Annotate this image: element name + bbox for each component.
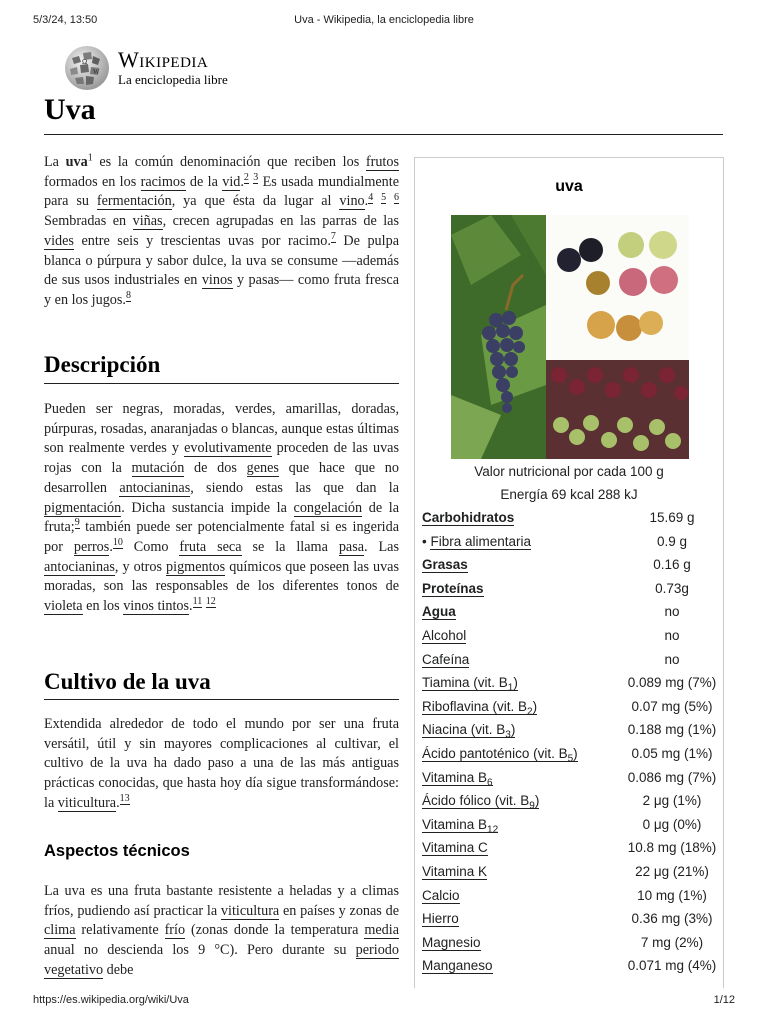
nutrient-value: 0.188 mg (1%) [627, 722, 717, 738]
nutrient-label[interactable]: Grasas [422, 557, 468, 573]
print-page-number: 1/12 [713, 994, 735, 1006]
print-datetime: 5/3/24, 13:50 [33, 14, 98, 26]
nutrition-row [422, 746, 718, 769]
nutrition-row [422, 581, 718, 604]
wikipedia-globe-logo[interactable] [62, 44, 112, 92]
descripcion-paragraph: Pueden ser negras, moradas, verdes, amarillas, doradas, púrpuras, rosadas, anaranjadas o blancas, aunque estas últimas son realmente verdes y evolutivamente proceden de las uvas rojas con la mutación de dos genes que hace que no desarrollen antocianinas, siendo estas las que dan la pigmentación. Dicha sustancia impide la congelación de la fruta;$^9$ también puede ser potencialmente fatal si es ingerida por perros.$^{10}$ Como fruta seca se la llama pasa. Las antocianinas, y otros pigmentos químicos que poseen las uvas moradas, son las responsables de los diferentes tonos de violeta en los vinos tintos.$^{11}$ $^{12}$ [44, 401, 400, 615]
print-url: https://es.wikipedia.org/wiki/Uva [33, 994, 189, 1006]
nutrient-value: 22 μg (21%) [635, 864, 709, 879]
nutrition-row [422, 793, 718, 816]
nutrient-label[interactable]: Magnesio [422, 934, 481, 950]
nutrient-label[interactable]: Hierro [422, 911, 459, 927]
nutrition-row [422, 958, 718, 981]
nutrient-value: 2 μg (1%) [642, 793, 702, 809]
site-tagline: La enciclopedia libre [118, 72, 228, 87]
nutrient-value: no [664, 628, 680, 643]
nutrient-label[interactable]: Carbohidratos [422, 510, 515, 525]
nutrient-label[interactable]: Tiamina (vit. $B_1$) [422, 675, 518, 694]
svg-text:Ω: Ω [82, 58, 88, 66]
nutrient-value: 0.089 mg (7%) [627, 675, 717, 691]
nutrient-value: 7 mg (2%) [640, 934, 704, 950]
nutrient-label[interactable]: Ácido pantoténico (vit. $B_5$) [422, 746, 578, 765]
nutrient-value: 10 mg (1%) [637, 887, 707, 903]
energy-value: Energía 69 kcal 288 kJ [500, 487, 638, 502]
nutrient-label[interactable]: Proteínas [422, 580, 484, 596]
nutrient-value: no [664, 604, 680, 620]
nutrition-row [422, 840, 718, 863]
grape-photo-collage[interactable] [451, 215, 689, 459]
nutrient-label[interactable]: Vitamina $B_{12}$ [422, 816, 499, 836]
nutrition-row [422, 935, 718, 958]
nutrient-value: 0.73g [655, 580, 689, 596]
subsection-heading-aspectos: Aspectos técnicos [44, 842, 190, 860]
nutrition-row [422, 675, 718, 698]
nutrient-label[interactable]: Vitamina K [422, 864, 488, 879]
nutrient-label[interactable]: Vitamina $B_6$ [422, 769, 493, 789]
nutrient-value: 15.69 g [649, 510, 695, 525]
print-page-title: Uva - Wikipedia, la enciclopedia libre [294, 14, 474, 26]
nutrient-label[interactable]: Ácido fólico (vit. $B_9$) [422, 793, 540, 812]
nutrition-row [422, 722, 718, 745]
nutrient-value: 0.9 g [656, 533, 688, 549]
nutrition-row [422, 911, 718, 934]
nutrient-value: 0.16 g [653, 557, 691, 573]
title-divider [44, 134, 723, 135]
infobox [414, 157, 724, 988]
nutrient-label[interactable]: Calcio [422, 887, 460, 903]
nutrition-row [422, 864, 718, 887]
section-divider [44, 383, 399, 384]
nutrient-value: 0.07 mg (5%) [631, 698, 713, 714]
nutrition-row [422, 510, 718, 533]
nutrition-row [422, 628, 718, 651]
nutrition-row [422, 604, 718, 627]
nutrient-label[interactable]: Alcohol [422, 628, 467, 643]
nutrient-label[interactable]: Vitamina C [422, 840, 488, 856]
nutrition-row [422, 699, 718, 722]
section-heading-descripcion: Descripción [44, 352, 161, 377]
intro-paragraph: La uva$^1$ es la común denominación que reciben los frutos formados en los racimos de la vid.$^2$ $^3$ Es usada mundialmente para su fermentación, ya que ésta da lugar al vino.$^4$ $^5$ $^6$ Sembradas en viñas, crecen agrupadas en las parras de las vides entre seis y trescientas uvas por racimo.$^7$ De pulpa blanca o púrpura y sabor dulce, la uva se consume —además de sus usos industriales en vinos y pasas— como fruta fresca y en los jugos.$^8$ [44, 152, 400, 308]
nutrient-value: 0.05 mg (1%) [631, 746, 713, 761]
nutrient-value: 0.36 mg (3%) [631, 911, 713, 927]
nutrient-label[interactable]: Riboflavina (vit. $B_2$) [422, 698, 538, 718]
nutrient-label[interactable]: • Fibra alimentaria [422, 533, 532, 549]
cultivo-paragraph: Extendida alrededor de todo el mundo por ser una fruta versátil, útil y sin mayores complicaciones al cultivar, el cultivo de la uva ha dado paso a una de las más antiguas prácticas conocidas, que hasta hoy día sigue transformándose: la viticultura.$^{13}$ [44, 716, 399, 811]
nutrient-label[interactable]: Cafeína [422, 651, 470, 667]
nutrition-row [422, 888, 718, 911]
section-divider [44, 699, 399, 700]
nutrient-label[interactable]: Niacina (vit. $B_3$) [422, 722, 516, 742]
nutrition-row [422, 534, 718, 557]
nutrition-caption: Valor nutricional por cada 100 g [474, 464, 664, 479]
nutrition-row [422, 557, 718, 580]
nutrient-value: 0 μg (0%) [642, 816, 702, 832]
nutrient-value: 10.8 mg (18%) [627, 840, 717, 856]
page-title: Uva [44, 93, 96, 126]
nutrient-value: 0.071 mg (4%) [627, 958, 717, 974]
nutrition-row [422, 817, 718, 840]
site-name: Wikipedia [118, 47, 209, 72]
infobox-title: uva [555, 178, 583, 195]
wikipedia-wordmark[interactable] [118, 48, 228, 87]
nutrition-row [422, 652, 718, 675]
nutrient-label[interactable]: Agua [422, 604, 456, 620]
nutrient-label[interactable]: Manganeso [422, 958, 493, 974]
nutrient-value: no [664, 651, 680, 667]
nutrient-value: 0.086 mg (7%) [627, 769, 717, 785]
nutrition-row [422, 770, 718, 793]
aspectos-paragraph: La uva es una fruta bastante resistente a heladas y a climas fríos, pudiendo así practicar la viticultura en países y zonas de clima relativamente frío (zonas donde la temperatura media anual no descienda los 9 °C). Pero durante su periodo vegetativo debe [44, 883, 400, 978]
svg-text:W: W [93, 68, 100, 76]
section-heading-cultivo: Cultivo de la uva [44, 669, 211, 694]
